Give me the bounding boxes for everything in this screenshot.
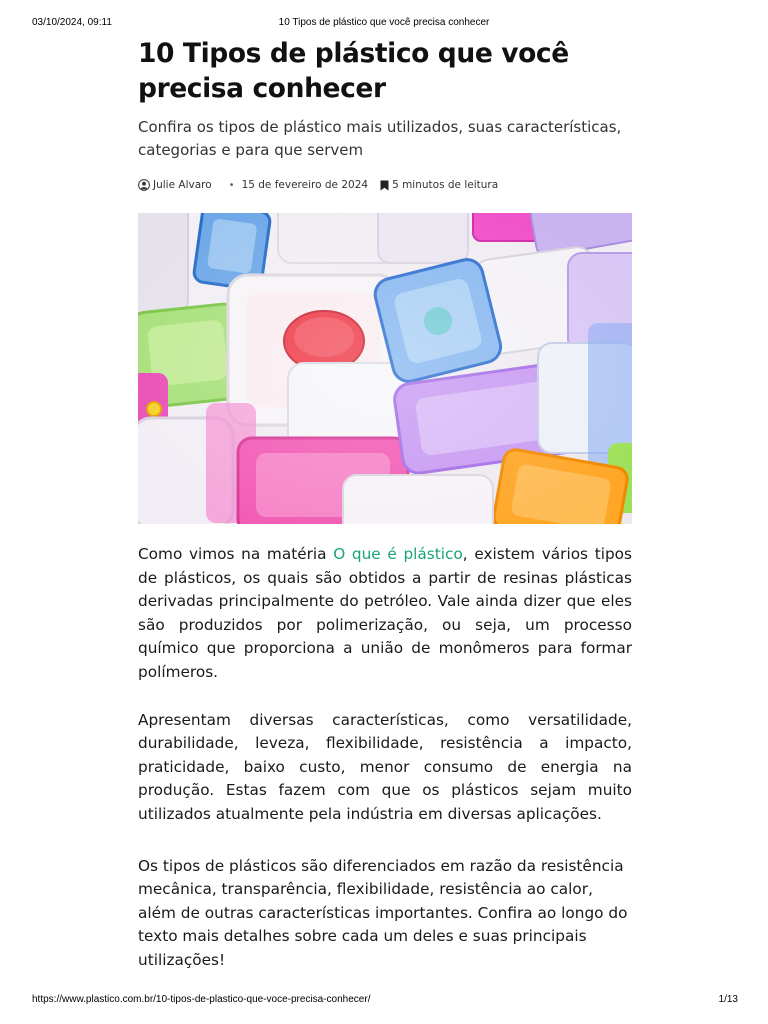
plastic-containers-image [138,213,632,524]
publish-date: 15 de fevereiro de 2024 [241,179,369,191]
paragraph-3: Os tipos de plásticos são diferenciados em razão da resistência mecânica, transparência, flexibilidade, resistência ao calor, além de outras características importantes. Confira ao longo do texto mais detalhes sobre cada um deles e suas principais utilizações! [138,856,628,969]
meta-separator: • [228,179,235,191]
paragraph-1-rest: , existem vários tipos de plásticos, os quais são obtidos a partir de resinas plásticas derivadas principalmente do petróleo. Vale ainda dizer que eles são produzidos por polimerização, ou seja, um processo químico que proporciona a união de monômeros para formar polímeros. [138,545,632,681]
article-body [138,543,632,973]
print-date: 03/10/2024, 09:11 [32,17,112,28]
paragraph-1-intro: Como vimos na matéria [138,545,334,563]
page-number: 1/13 [718,994,738,1005]
article-meta [138,176,632,194]
author-name: Julie Alvaro [153,179,212,191]
paragraph-2: Apresentam diversas características, como versatilidade, durabilidade, leveza, flexibilidade, resistência a impacto, praticidade, baixo custo, menor consumo de energia na produção. Estas fazem com que os plásticos sejam muito utilizados atualmente pela indústria em diversas aplicações. [138,710,632,823]
author-info[interactable] [138,179,212,191]
user-icon [138,179,150,191]
article-title: 10 Tipos de plástico que você precisa conhecer [138,38,569,104]
paragraph-1 [138,543,632,685]
print-document-title: 10 Tipos de plástico que você precisa conhecer [278,17,490,28]
print-footer [0,994,768,1008]
print-header [0,17,768,31]
print-url: https://www.plastico.com.br/10-tipos-de-plastico-que-voce-precisa-conhecer/ [32,994,371,1005]
reading-time [368,179,498,191]
link-o-que-e-plastico[interactable]: O que é plástico [333,545,463,563]
bookmark-icon [380,180,389,191]
reading-time-label: 5 minutos de leitura [392,179,499,191]
article [138,36,632,973]
article-subtitle: Confira os tipos de plástico mais utilizados, suas características, categorias e para que servem [138,118,622,159]
hero-image [138,213,632,524]
